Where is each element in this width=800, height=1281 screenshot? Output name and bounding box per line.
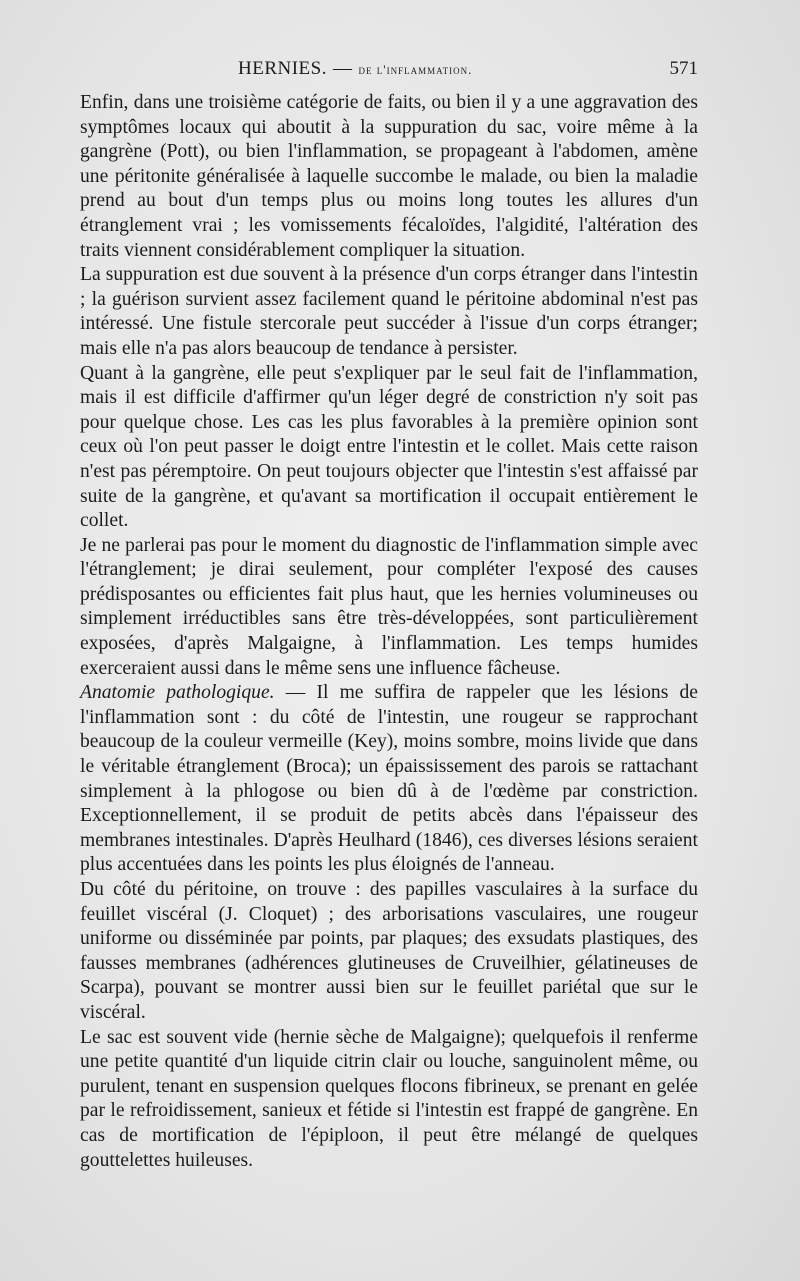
paragraph [80, 681, 698, 878]
paragraph-text: — Il me suffira de rappeler que les lésions de l'inflammation sont : du côté de l'intestin, une rougeur se rapprochant beaucoup de la couleur vermeille (Key), moins sombre, moins livide que dans le véritable étranglement (Broca); un épaississement des parois se rattachant simplement à la phlogose ou bien dû à de l'œdème par constriction. Exceptionnellement, il se produit de petits abcès dans l'épaisseur des membranes intestinales. D'après Heulhard (1846), ces diverses lésions seraient plus accentuées dans les points les plus éloignés de l'anneau. [80, 682, 698, 876]
body-text [80, 91, 698, 1173]
paragraph [80, 878, 698, 1026]
running-header-text [238, 58, 472, 80]
paragraph-text: Du côté du péritoine, on trouve : des papilles vasculaires à la surface du feuillet viscéral (J. Cloquet) ; des arborisations vasculaires, une rougeur uniforme ou disséminée par points, par plaques; des exsudats plastiques, des fausses membranes (adhérences glutineuses de Cruveilhier, gélatineuses de Scarpa), pouvant se montrer aussi bien sur le feuillet pariétal que sur le viscéral. [80, 879, 698, 1023]
paragraph-text: Quant à la gangrène, elle peut s'expliquer par le seul fait de l'inflammation, mais il est difficile d'affirmer qu'un léger degré de constriction n'y soit pas pour quelque chose. Les cas les plus favorables à la première opinion sont ceux où l'on peut passer le doigt entre l'intestin et le collet. Mais cette raison n'est pas péremptoire. On peut toujours objecter que l'intestin s'est affaissé par suite de la gangrène, et qu'avant sa mortification il occupait entièrement le collet. [80, 362, 698, 532]
paragraph [80, 263, 698, 361]
section-heading: Anatomie pathologique. [80, 682, 275, 704]
running-subtitle: de l'inflammation. [358, 62, 473, 77]
header-separator: — [332, 58, 353, 79]
paragraph-text: Je ne parlerai pas pour le moment du diagnostic de l'inflammation simple avec l'étranglement; je dirai seulement, pour compléter l'exposé des causes prédisposantes ou efficientes fait plus haut, que les hernies volumineuses ou simplement irréductibles sans être très-développées, sont particulièrement exposées, d'après Malgaigne, à l'inflammation. Les temps humides exerceraient aussi dans le même sens une influence fâcheuse. [80, 534, 698, 679]
paragraph-text: Le sac est souvent vide (hernie sèche de Malgaigne); quelquefois il renferme une petite quantité d'un liquide citrin clair ou louche, sanguinolent même, ou purulent, tenant en suspension quelques flocons fibrineux, se prenant en gelée par le refroidissement, sanieux et fétide si l'intestin est frappé de gangrène. En cas de mortification de l'épiploon, il peut être mélangé de quelques gouttelettes huileuses. [80, 1026, 698, 1171]
paragraph [80, 534, 698, 682]
paragraph-text: La suppuration est due souvent à la présence d'un corps étranger dans l'intestin ; la guérison survient assez facilement quand le péritoine abdominal n'est pas intéressé. Une fistule stercorale peut succéder à l'issue d'un corps étranger; mais elle n'a pas alors beaucoup de tendance à persister. [80, 264, 698, 359]
paragraph [80, 1026, 698, 1174]
paragraph [80, 362, 698, 534]
paragraph [80, 91, 698, 263]
paragraph-text: Enfin, dans une troisième catégorie de faits, ou bien il y a une aggravation des symptômes locaux qui aboutit à la suppuration du sac, voire même à la gangrène (Pott), ou bien l'inflammation, se propageant à l'abdomen, amène une péritonite généralisée à laquelle succombe le malade, ou bien la maladie prend au bout d'un temps plus ou moins long toutes les allures d'un étranglement vrai ; les vomissements fécaloïdes, l'algidité, l'altération des traits viennent considérablement compliquer la situation. [80, 92, 698, 261]
running-title: HERNIES. [238, 58, 327, 79]
running-header [80, 58, 698, 84]
page-number: 571 [669, 58, 698, 79]
